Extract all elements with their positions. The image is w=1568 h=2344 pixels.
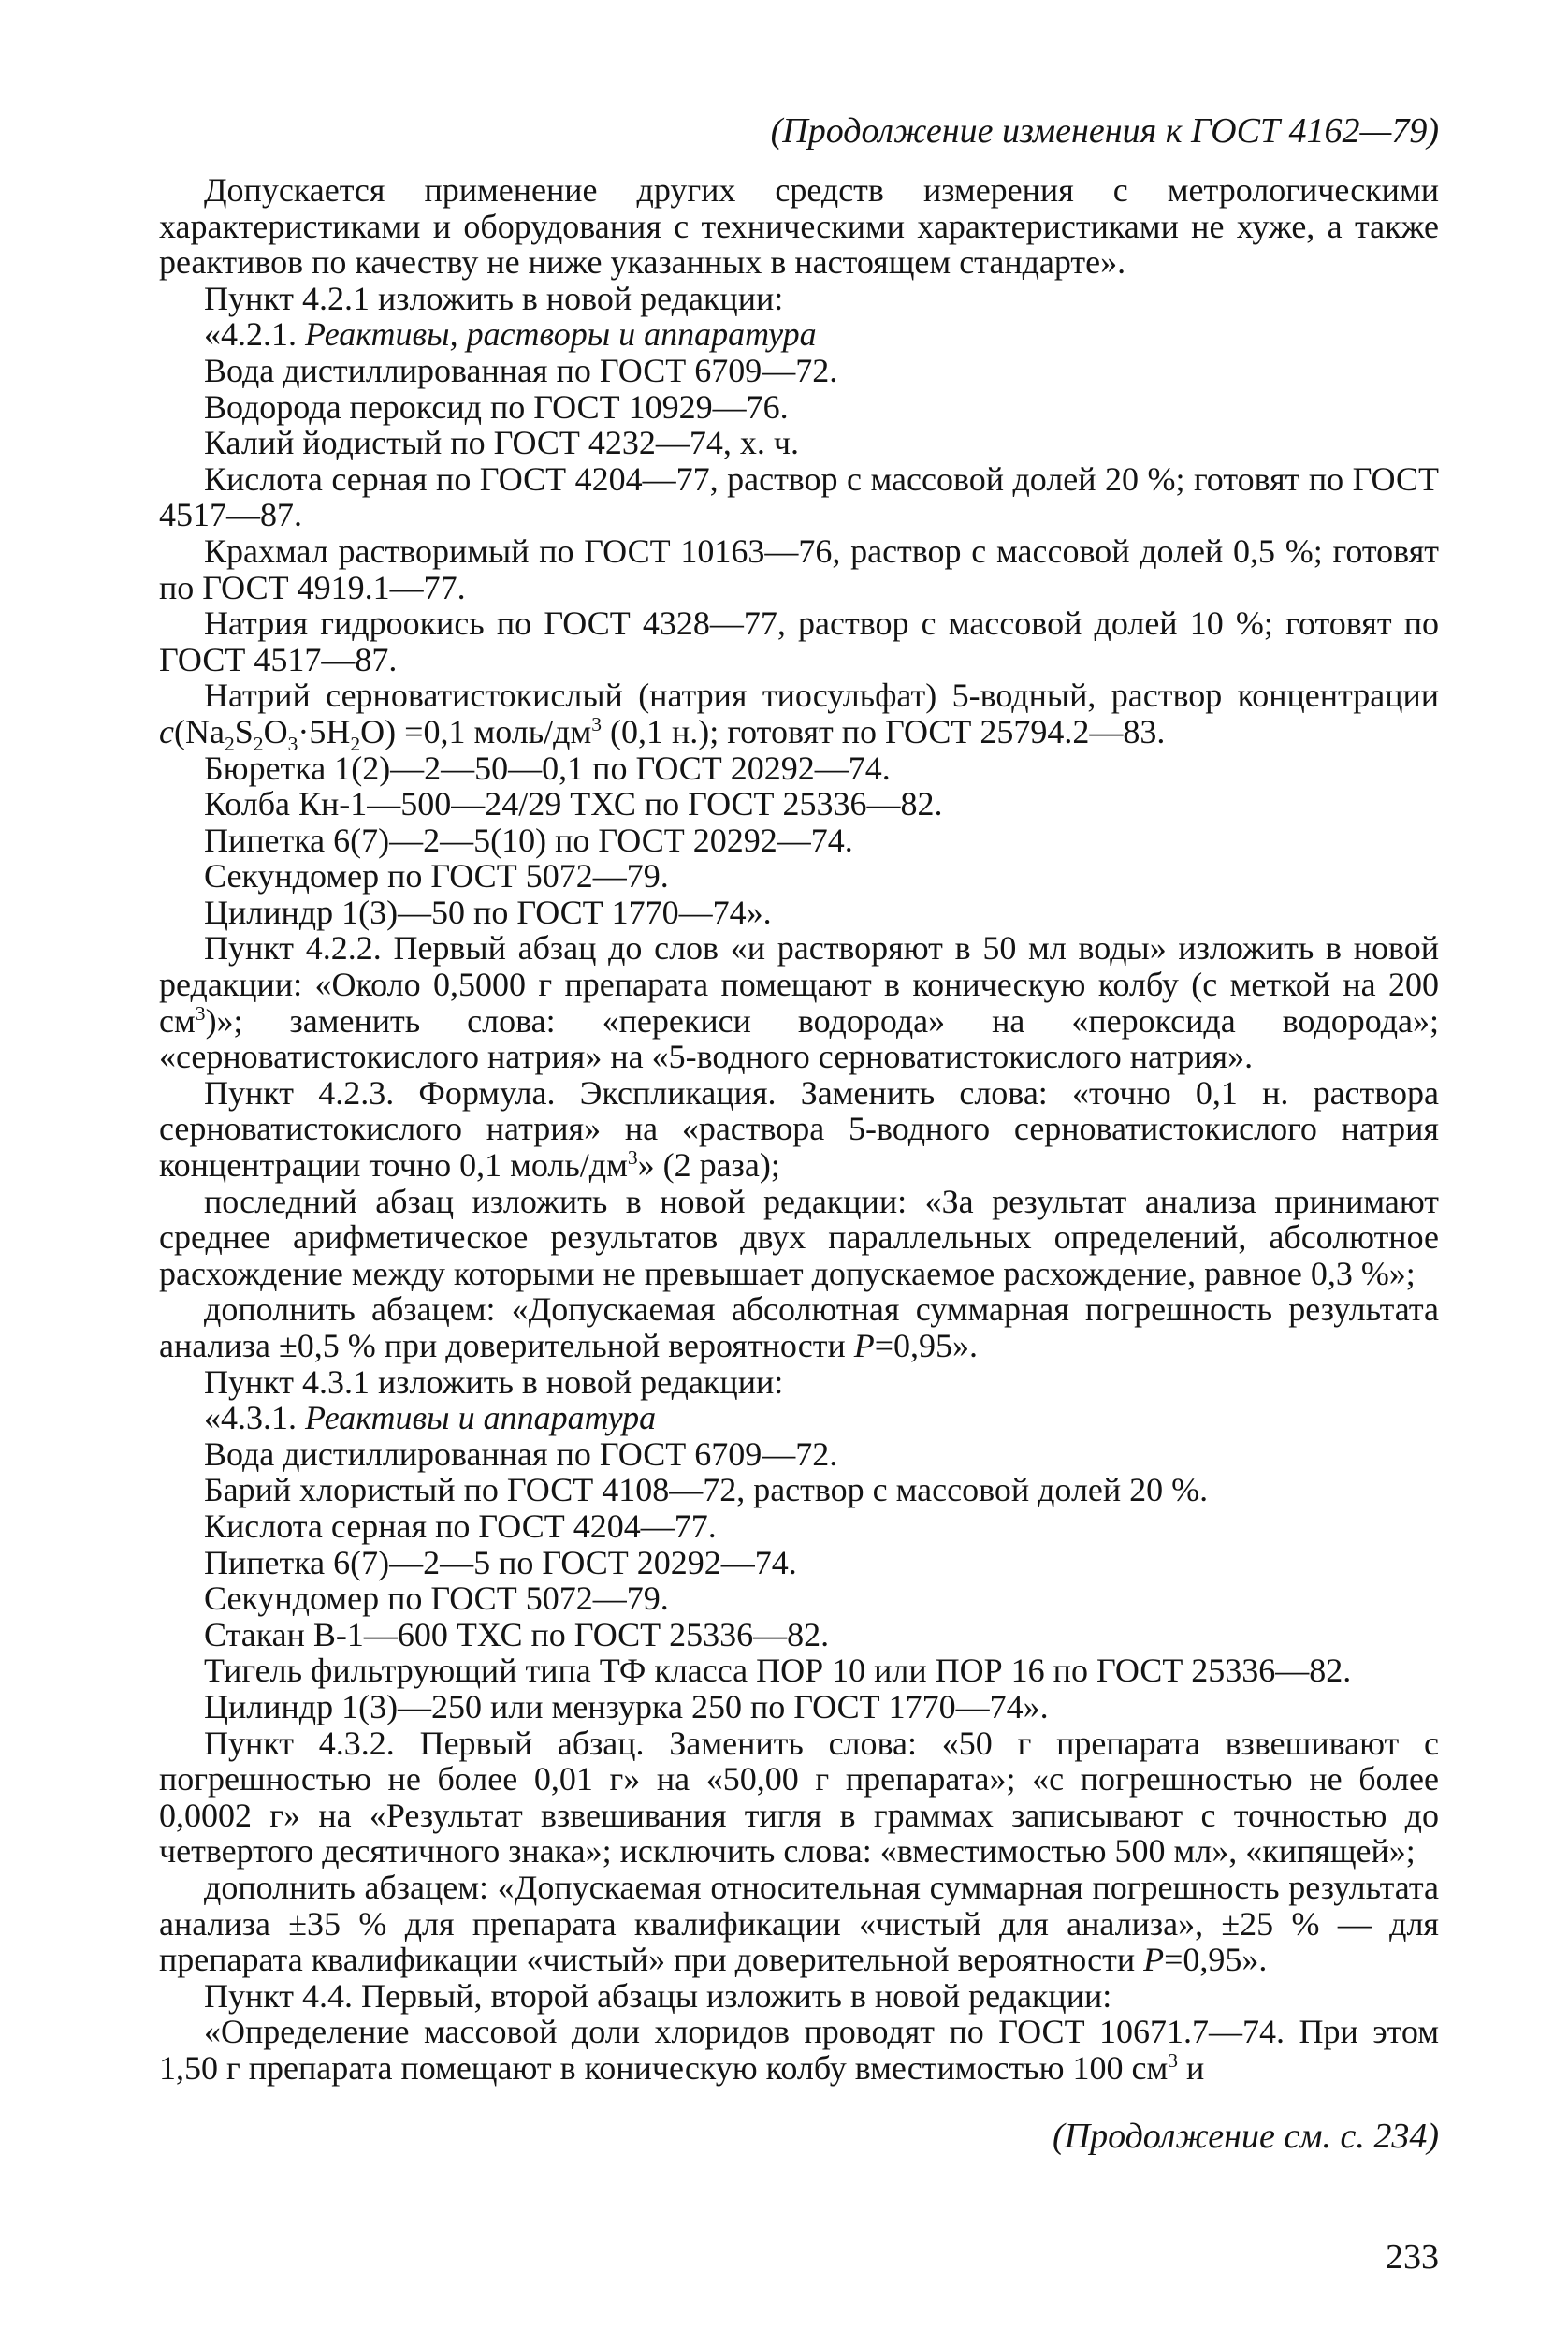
paragraph: [159, 172, 1439, 281]
text-run: Крахмал растворимый по ГОСТ 10163—76, раствор с массовой долей 0,5 %; готовят по ГОСТ 4919.1—77.: [159, 531, 1439, 606]
text-run: «4.3.1.: [204, 1399, 297, 1437]
text-run: ·5H: [298, 712, 351, 750]
page-number: 233: [1386, 2237, 1439, 2277]
paragraph: [159, 1689, 1439, 1725]
paragraph: [159, 1291, 1439, 1363]
text-run: Водорода пероксид по ГОСТ 10929—76.: [204, 387, 789, 426]
document-body: [159, 172, 1439, 2086]
paragraph: [159, 677, 1439, 756]
paragraph: [159, 1545, 1439, 1581]
text-run: Секундомер по ГОСТ 5072—79.: [204, 857, 669, 895]
page-header: (Продолжение изменения к ГОСТ 4162—79): [770, 111, 1439, 151]
text-run: «Определение массовой доли хлоридов проводят по ГОСТ 10671.7—74. При этом 1,50 г препарата помещают в коническую колбу вместимостью 100 см: [159, 2013, 1439, 2087]
paragraph: [159, 823, 1439, 859]
formula-symbol: P: [1143, 1941, 1165, 1979]
text-run: Кислота серная по ГОСТ 4204—77, раствор с массовой долей 20 %; готовят по ГОСТ 4517—87.: [159, 459, 1439, 534]
text-run: S: [234, 712, 254, 750]
subscript: 2: [224, 733, 235, 756]
text-run: Пипетка 6(7)—2—5 по ГОСТ 20292—74.: [204, 1543, 797, 1581]
text-run: =0,95».: [874, 1327, 979, 1364]
paragraph: [159, 1508, 1439, 1545]
paragraph: [159, 750, 1439, 787]
text-run: «4.2.1.: [204, 315, 297, 354]
paragraph: [159, 425, 1439, 461]
text-run: Вода дистиллированная по ГОСТ 6709—72.: [204, 1434, 838, 1473]
paragraph: [159, 353, 1439, 389]
text-run: O) =0,1 моль/дм: [360, 712, 592, 750]
text-run: Допускается применение других средств измерения с метрологическими характеристиками и оборудования с техническими характеристиками не хуже, а также реактивов по качеству не ниже указанных в настоящем стандарте».: [159, 171, 1439, 282]
text-run: Бюретка 1(2)—2—50—0,1 по ГОСТ 20292—74.: [204, 749, 891, 787]
text-run: » (2 раза);: [637, 1146, 780, 1185]
paragraph: [159, 786, 1439, 823]
text-run: и: [1178, 2048, 1205, 2087]
paragraph: [159, 1436, 1439, 1473]
text-run: последний абзац изложить в новой редакции: «За результат анализа принимают среднее арифметическое результатов двух параллельных определений, абсолютное расхождение между которыми не превышает допускаемое расхождение, равное 0,3 %»;: [159, 1182, 1439, 1292]
paragraph: [159, 895, 1439, 931]
section-heading-title: Реактивы и аппаратура: [305, 1399, 657, 1437]
text-run: Пункт 4.4. Первый, второй абзацы изложить в новой редакции:: [204, 1976, 1112, 2015]
text-run: O: [263, 712, 288, 750]
paragraph: [159, 1184, 1439, 1292]
subscript: 2: [253, 733, 264, 756]
continuation-note: (Продолжение см. с. 234): [1052, 2117, 1439, 2156]
text-run: Пункт 4.2.3. Формула. Экспликация. Заменить слова: «точно 0,1 н. раствора серноватистокислого натрия» на «раствора 5-водного серноватистокислого натрия концентрации точно 0,1 моль/дм: [159, 1073, 1439, 1185]
text-run: Калий йодистый по ГОСТ 4232—74, х. ч.: [204, 424, 800, 462]
section-heading-title: Реактивы, растворы и аппаратура: [305, 315, 817, 354]
superscript: 3: [1168, 2048, 1179, 2072]
text-run: )»; заменить слова: «перекиси водорода» на «пероксида водорода»; «серноватистокислого натрия» на «5-водного серноватистокислого натрия».: [159, 1001, 1439, 1076]
paragraph: [159, 1075, 1439, 1184]
text-run: Натрия гидроокись по ГОСТ 4328—77, раствор с массовой долей 10 %; готовят по ГОСТ 4517—87.: [159, 604, 1439, 678]
text-run: Вода дистиллированная по ГОСТ 6709—72.: [204, 351, 838, 389]
paragraph: [159, 1725, 1439, 1870]
text-run: Тигель фильтрующий типа ТФ класса ПОР 10 или ПОР 16 по ГОСТ 25336—82.: [204, 1652, 1352, 1690]
text-run: =0,95».: [1164, 1941, 1268, 1979]
text-run: Стакан В-1—600 ТХС по ГОСТ 25336—82.: [204, 1615, 830, 1653]
paragraph: [159, 858, 1439, 895]
text-run: Пункт 4.3.1 изложить в новой редакции:: [204, 1362, 784, 1401]
text-run: Колба Кн-1—500—24/29 ТХС по ГОСТ 25336—82.: [204, 785, 943, 823]
paragraph: [159, 461, 1439, 533]
paragraph: [159, 389, 1439, 426]
paragraph: [159, 1472, 1439, 1508]
text-run: Натрий серноватистокислый (натрия тиосульфат) 5-водный, раствор концентрации: [204, 677, 1439, 715]
section-heading: [159, 316, 1439, 353]
text-run: (0,1 н.); готовят по ГОСТ 25794.2—83.: [602, 712, 1166, 750]
paragraph: [159, 533, 1439, 605]
text-run: (Na: [173, 712, 225, 750]
text-run: Пункт 4.2.1 изложить в новой редакции:: [204, 279, 784, 317]
superscript: 3: [195, 1001, 206, 1025]
text-run: дополнить абзацем: «Допускаемая абсолютная суммарная погрешность результата анализа ±0,5 % при доверительной вероятности: [159, 1290, 1439, 1364]
text-run: Пункт 4.3.2. Первый абзац. Заменить слова: «50 г препарата взвешивают с погрешностью не более 0,01 г» на «50,00 г препарата»; «с погрешностью не более 0,0002 г» на «Результат взвешивания тигля в граммах записывают с точностью до четвертого десятичного знака»; исключить слова: «вместимостью 500 мл», «кипящей»;: [159, 1724, 1439, 1871]
section-heading: [159, 1400, 1439, 1436]
paragraph: [159, 930, 1439, 1074]
text-run: Кислота серная по ГОСТ 4204—77.: [204, 1507, 717, 1545]
subscript: 3: [287, 733, 298, 756]
paragraph: [159, 1978, 1439, 2015]
superscript: 3: [591, 712, 603, 735]
text-run: Пипетка 6(7)—2—5(10) по ГОСТ 20292—74.: [204, 821, 853, 859]
text-run: Цилиндр 1(3)—50 по ГОСТ 1770—74».: [204, 893, 772, 931]
superscript: 3: [627, 1146, 638, 1170]
paragraph: [159, 1617, 1439, 1653]
text-run: Секундомер по ГОСТ 5072—79.: [204, 1580, 669, 1618]
text-run: Пункт 4.2.2. Первый абзац до слов «и растворяют в 50 мл воды» изложить в новой редакции: «Около 0,5000 г препарата помещают в коническую колбу (с меткой на 200 см: [159, 929, 1439, 1040]
paragraph: [159, 605, 1439, 677]
paragraph: [159, 1364, 1439, 1401]
paragraph: [159, 1652, 1439, 1689]
paragraph: [159, 1870, 1439, 1978]
paragraph: [159, 1580, 1439, 1617]
formula-symbol: P: [853, 1327, 875, 1364]
formula-symbol: c: [159, 712, 174, 750]
paragraph: [159, 2014, 1439, 2086]
paragraph: [159, 281, 1439, 317]
subscript: 2: [350, 733, 361, 756]
text-run: Барий хлористый по ГОСТ 4108—72, раствор с массовой долей 20 %.: [204, 1471, 1209, 1509]
text-run: дополнить абзацем: «Допускаемая относительная суммарная погрешность результата анализа ±35 % для препарата квалификации «чистый для анализа», ±25 % — для препарата квалификации «чистый» при доверительной вероятности: [159, 1868, 1439, 1979]
text-run: Цилиндр 1(3)—250 или мензурка 250 по ГОСТ 1770—74».: [204, 1687, 1049, 1725]
